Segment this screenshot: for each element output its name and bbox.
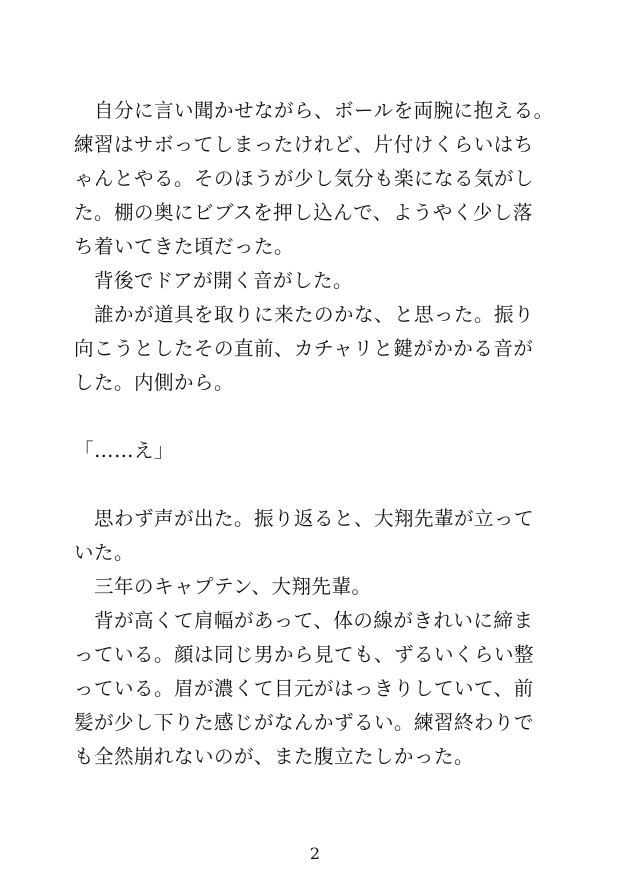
text-line: 髪が少し下りた感じがなんかずるい。練習終わりで [74,711,535,734]
text-line: 向こうとしたその直前、カチャリと鍵がかかる音が [74,337,534,360]
text-line: も全然崩れないのが、また腹立たしかった。 [74,745,475,768]
text-line: 自分に言い聞かせながら、ボールを両腕に抱える。 [74,99,554,122]
text-line: 背が高くて肩幅があって、体の線がきれいに締ま [74,609,534,632]
text-line: 練習はサボってしまったけれど、片付けくらいはち [74,133,534,156]
text-line: ち着いてきた頃だった。 [74,235,295,258]
text-line: いた。 [74,541,135,564]
text-line: 思わず声が出た。振り返ると、大翔先輩が立って [74,507,535,530]
text-line: 三年のキャプテン、大翔先輩。 [74,575,372,598]
page-number: 2 [309,844,321,863]
text-line: っている。眉が濃くて目元がはっきりしていて、前 [74,677,534,700]
body-text [74,94,574,774]
text-line: ゃんとやる。そのほうが少し気分も楽になる気がし [74,167,535,190]
dialogue-line: 「……え」 [74,439,175,462]
text-line: した。内側から。 [74,371,235,394]
text-line: 背後でドアが開く音がした。 [74,269,354,292]
blank-line [74,468,574,502]
text-line: っている。顔は同じ男から見ても、ずるいくらい整 [74,643,535,666]
text-line: た。棚の奥にビブスを押し込んで、ようやく少し落 [74,201,533,224]
blank-line [74,400,574,434]
text-line: 誰かが道具を取りに来たのかな、と思った。振り [74,303,535,326]
